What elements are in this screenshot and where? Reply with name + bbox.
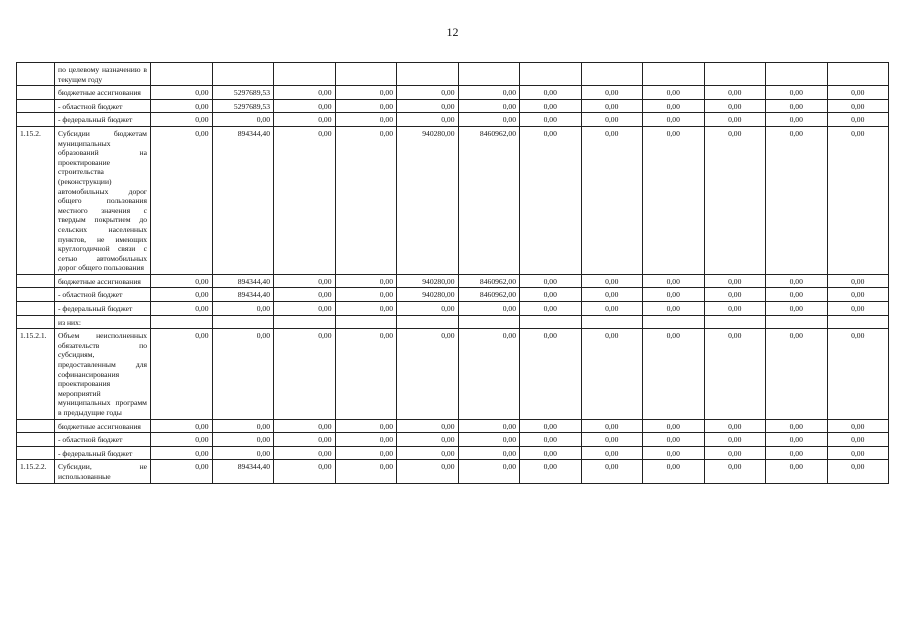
value-cell: 0,00 — [274, 86, 336, 100]
value-cell — [766, 63, 828, 86]
value-cell: 0,00 — [827, 419, 889, 433]
value-cell: 0,00 — [704, 86, 766, 100]
value-cell: 0,00 — [827, 433, 889, 447]
value-cell: 0,00 — [766, 274, 828, 288]
table-row — [17, 274, 889, 288]
value-cell: 0,00 — [766, 446, 828, 460]
value-cell: 0,00 — [581, 86, 643, 100]
table-body — [17, 63, 889, 484]
value-cell: 0,00 — [704, 446, 766, 460]
value-cell: 0,00 — [151, 446, 213, 460]
value-cell: 0,00 — [827, 329, 889, 419]
row-code: 1.15.2.1. — [17, 329, 55, 419]
value-cell — [212, 315, 274, 329]
table-row — [17, 329, 889, 419]
value-cell: 0,00 — [212, 113, 274, 127]
value-cell: 0,00 — [335, 86, 397, 100]
value-cell: 0,00 — [274, 302, 336, 316]
value-cell: 0,00 — [151, 126, 213, 274]
value-cell: 8460962,00 — [458, 126, 520, 274]
value-cell — [397, 63, 459, 86]
value-cell: 0,00 — [397, 433, 459, 447]
row-name: - областной бюджет — [55, 433, 151, 447]
value-cell: 0,00 — [827, 446, 889, 460]
value-cell: 0,00 — [335, 460, 397, 483]
value-cell: 0,00 — [581, 460, 643, 483]
value-cell: 0,00 — [335, 126, 397, 274]
value-cell: 0,00 — [274, 446, 336, 460]
value-cell: 0,00 — [704, 113, 766, 127]
value-cell: 0,00 — [520, 302, 582, 316]
value-cell: 0,00 — [643, 433, 705, 447]
value-cell: 0,00 — [397, 419, 459, 433]
row-code — [17, 99, 55, 113]
value-cell: 0,00 — [397, 113, 459, 127]
value-cell: 0,00 — [274, 433, 336, 447]
value-cell: 0,00 — [827, 99, 889, 113]
value-cell: 940280,00 — [397, 126, 459, 274]
value-cell: 0,00 — [704, 302, 766, 316]
value-cell: 0,00 — [397, 460, 459, 483]
row-name: - федеральный бюджет — [55, 446, 151, 460]
value-cell: 0,00 — [520, 288, 582, 302]
value-cell: 0,00 — [704, 274, 766, 288]
value-cell: 0,00 — [335, 99, 397, 113]
table-row — [17, 460, 889, 483]
row-name: бюджетные ассигнования — [55, 419, 151, 433]
value-cell: 0,00 — [704, 288, 766, 302]
value-cell: 0,00 — [274, 419, 336, 433]
row-name: - федеральный бюджет — [55, 302, 151, 316]
value-cell: 0,00 — [643, 446, 705, 460]
value-cell: 0,00 — [335, 302, 397, 316]
value-cell: 0,00 — [520, 126, 582, 274]
value-cell: 0,00 — [397, 446, 459, 460]
row-name: бюджетные ассигнования — [55, 86, 151, 100]
value-cell: 0,00 — [643, 126, 705, 274]
value-cell: 0,00 — [766, 288, 828, 302]
value-cell: 0,00 — [520, 433, 582, 447]
value-cell: 0,00 — [766, 433, 828, 447]
value-cell — [520, 63, 582, 86]
value-cell: 0,00 — [397, 302, 459, 316]
value-cell: 0,00 — [643, 113, 705, 127]
value-cell: 0,00 — [458, 329, 520, 419]
value-cell: 8460962,00 — [458, 274, 520, 288]
table-row — [17, 99, 889, 113]
value-cell: 0,00 — [151, 288, 213, 302]
row-name: Субсидии бюджетам муниципальных образований на проектирование строительства (реконструкции) автомобильных дорог общего пользования местного значения с твердым покрытием до сельских населенных пунктов, не имеющих круглогодичной связи с сетью автомобильных дорог общего пользования — [55, 126, 151, 274]
table-row — [17, 446, 889, 460]
value-cell: 0,00 — [274, 329, 336, 419]
value-cell: 0,00 — [704, 99, 766, 113]
value-cell — [458, 315, 520, 329]
value-cell: 0,00 — [335, 433, 397, 447]
value-cell: 0,00 — [520, 419, 582, 433]
row-name: Объем неисполненных обязательств по субсидиям, предоставленным для софинансирования проектирования мероприятий муниципальных программ в предыдущие годы — [55, 329, 151, 419]
row-code — [17, 113, 55, 127]
value-cell: 0,00 — [397, 329, 459, 419]
row-name: Субсидии, не использованные — [55, 460, 151, 483]
value-cell: 0,00 — [335, 274, 397, 288]
row-name: из них: — [55, 315, 151, 329]
value-cell — [581, 63, 643, 86]
value-cell: 0,00 — [335, 288, 397, 302]
value-cell — [151, 63, 213, 86]
value-cell: 0,00 — [581, 419, 643, 433]
value-cell: 0,00 — [397, 86, 459, 100]
row-name: - федеральный бюджет — [55, 113, 151, 127]
value-cell: 0,00 — [151, 302, 213, 316]
row-code — [17, 315, 55, 329]
value-cell — [581, 315, 643, 329]
value-cell: 0,00 — [151, 419, 213, 433]
value-cell: 0,00 — [458, 302, 520, 316]
value-cell: 0,00 — [335, 329, 397, 419]
value-cell: 5297689,53 — [212, 86, 274, 100]
value-cell — [520, 315, 582, 329]
row-code — [17, 86, 55, 100]
value-cell — [274, 315, 336, 329]
value-cell — [704, 315, 766, 329]
table-row — [17, 433, 889, 447]
value-cell: 0,00 — [458, 419, 520, 433]
value-cell: 0,00 — [151, 460, 213, 483]
value-cell: 5297689,53 — [212, 99, 274, 113]
value-cell: 894344,40 — [212, 274, 274, 288]
value-cell: 0,00 — [766, 460, 828, 483]
value-cell: 0,00 — [581, 329, 643, 419]
table-row — [17, 63, 889, 86]
value-cell: 0,00 — [643, 419, 705, 433]
row-code — [17, 419, 55, 433]
value-cell: 0,00 — [520, 446, 582, 460]
row-code — [17, 288, 55, 302]
row-name: - областной бюджет — [55, 99, 151, 113]
value-cell: 894344,40 — [212, 288, 274, 302]
row-code: 1.15.2.2. — [17, 460, 55, 483]
page-number: 12 — [446, 25, 459, 39]
value-cell: 0,00 — [151, 433, 213, 447]
value-cell: 0,00 — [704, 433, 766, 447]
value-cell — [212, 63, 274, 86]
value-cell: 0,00 — [458, 433, 520, 447]
table-row — [17, 419, 889, 433]
value-cell: 0,00 — [827, 460, 889, 483]
value-cell: 0,00 — [766, 419, 828, 433]
value-cell: 0,00 — [520, 113, 582, 127]
value-cell: 0,00 — [520, 460, 582, 483]
value-cell: 0,00 — [212, 329, 274, 419]
value-cell: 940280,00 — [397, 288, 459, 302]
value-cell: 0,00 — [581, 302, 643, 316]
value-cell: 0,00 — [335, 446, 397, 460]
value-cell: 0,00 — [827, 126, 889, 274]
value-cell: 0,00 — [704, 460, 766, 483]
row-name: - областной бюджет — [55, 288, 151, 302]
value-cell: 0,00 — [643, 86, 705, 100]
value-cell: 0,00 — [581, 113, 643, 127]
value-cell: 0,00 — [827, 86, 889, 100]
value-cell — [704, 63, 766, 86]
value-cell: 0,00 — [581, 99, 643, 113]
value-cell: 0,00 — [643, 302, 705, 316]
value-cell: 0,00 — [212, 433, 274, 447]
value-cell: 0,00 — [458, 99, 520, 113]
value-cell: 0,00 — [274, 126, 336, 274]
table-row — [17, 315, 889, 329]
budget-table — [16, 62, 889, 484]
value-cell: 0,00 — [151, 274, 213, 288]
table-row — [17, 126, 889, 274]
value-cell: 0,00 — [212, 419, 274, 433]
value-cell — [643, 63, 705, 86]
value-cell: 0,00 — [581, 288, 643, 302]
value-cell: 0,00 — [643, 329, 705, 419]
table-row — [17, 113, 889, 127]
value-cell: 0,00 — [397, 99, 459, 113]
row-code — [17, 302, 55, 316]
value-cell: 0,00 — [520, 329, 582, 419]
table-row — [17, 288, 889, 302]
value-cell: 0,00 — [827, 274, 889, 288]
table-row — [17, 86, 889, 100]
value-cell — [151, 315, 213, 329]
value-cell: 0,00 — [643, 274, 705, 288]
value-cell: 0,00 — [151, 99, 213, 113]
value-cell: 0,00 — [458, 113, 520, 127]
value-cell: 0,00 — [151, 113, 213, 127]
value-cell: 0,00 — [827, 302, 889, 316]
value-cell: 0,00 — [520, 99, 582, 113]
row-name: бюджетные ассигнования — [55, 274, 151, 288]
value-cell: 0,00 — [643, 460, 705, 483]
page-bottom-margin — [0, 564, 905, 640]
value-cell: 0,00 — [212, 446, 274, 460]
value-cell: 8460962,00 — [458, 288, 520, 302]
value-cell: 894344,40 — [212, 126, 274, 274]
row-code — [17, 446, 55, 460]
row-code — [17, 433, 55, 447]
value-cell: 0,00 — [151, 329, 213, 419]
table-row — [17, 302, 889, 316]
row-code: 1.15.2. — [17, 126, 55, 274]
value-cell: 0,00 — [581, 446, 643, 460]
value-cell: 0,00 — [581, 126, 643, 274]
value-cell: 0,00 — [827, 113, 889, 127]
value-cell: 0,00 — [274, 113, 336, 127]
value-cell: 0,00 — [766, 329, 828, 419]
value-cell: 0,00 — [335, 419, 397, 433]
value-cell: 0,00 — [704, 329, 766, 419]
value-cell: 0,00 — [520, 86, 582, 100]
value-cell: 0,00 — [827, 288, 889, 302]
value-cell: 0,00 — [581, 433, 643, 447]
value-cell — [643, 315, 705, 329]
value-cell: 0,00 — [643, 288, 705, 302]
value-cell: 0,00 — [274, 460, 336, 483]
row-name: по целевому назначению в текущем году — [55, 63, 151, 86]
value-cell: 0,00 — [212, 302, 274, 316]
row-code — [17, 63, 55, 86]
row-code — [17, 274, 55, 288]
value-cell: 0,00 — [458, 86, 520, 100]
value-cell: 894344,40 — [212, 460, 274, 483]
value-cell: 0,00 — [274, 99, 336, 113]
value-cell — [766, 315, 828, 329]
value-cell: 0,00 — [643, 99, 705, 113]
value-cell: 0,00 — [520, 274, 582, 288]
value-cell — [827, 315, 889, 329]
value-cell: 0,00 — [766, 86, 828, 100]
value-cell: 0,00 — [151, 86, 213, 100]
value-cell — [274, 63, 336, 86]
value-cell: 0,00 — [274, 288, 336, 302]
value-cell: 0,00 — [704, 126, 766, 274]
value-cell: 0,00 — [458, 460, 520, 483]
value-cell — [397, 315, 459, 329]
value-cell: 940280,00 — [397, 274, 459, 288]
value-cell — [335, 315, 397, 329]
value-cell: 0,00 — [766, 99, 828, 113]
value-cell — [458, 63, 520, 86]
value-cell: 0,00 — [766, 302, 828, 316]
value-cell: 0,00 — [704, 419, 766, 433]
value-cell: 0,00 — [766, 126, 828, 274]
value-cell — [335, 63, 397, 86]
value-cell: 0,00 — [274, 274, 336, 288]
value-cell: 0,00 — [581, 274, 643, 288]
value-cell — [827, 63, 889, 86]
value-cell: 0,00 — [458, 446, 520, 460]
value-cell: 0,00 — [766, 113, 828, 127]
value-cell: 0,00 — [335, 113, 397, 127]
